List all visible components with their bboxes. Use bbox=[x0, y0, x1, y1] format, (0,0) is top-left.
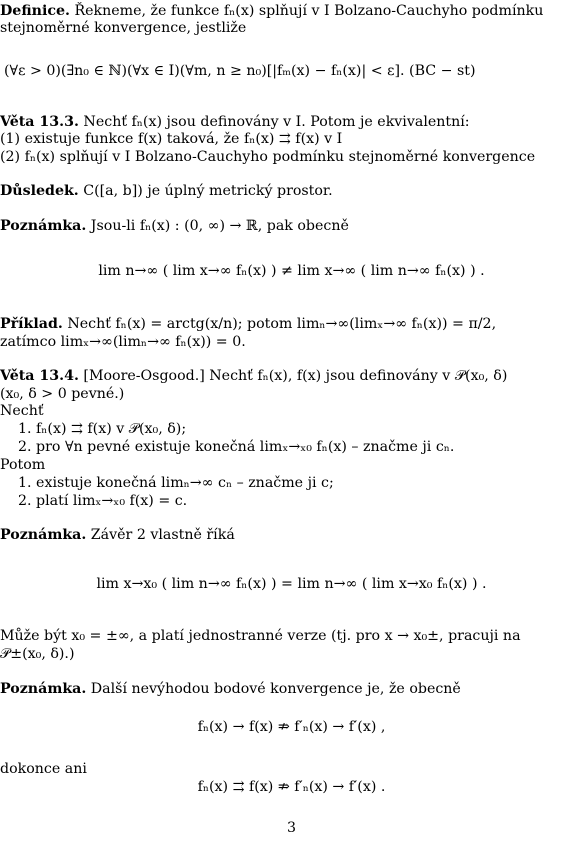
theorem-13-4-heading: Věta 13.4. bbox=[0, 368, 79, 384]
remark-3-equation-1: fₙ(x) → f(x) ⇏ f′ₙ(x) → f′(x) , bbox=[197, 719, 386, 735]
theorem-13-4-line-1 bbox=[0, 367, 583, 385]
theorem-13-3-item-2: (2) fₙ(x) splňují v I Bolzano-Cauchyho podmínku stejnoměrné konvergence bbox=[0, 149, 536, 165]
definition-text-1: Řekneme, že funkce fₙ(x) splňují v I Bolzano-Cauchyho podmínku bbox=[69, 3, 544, 19]
remark-3-line bbox=[0, 680, 583, 698]
remark-2-text: Závěr 2 vlastně říká bbox=[86, 527, 235, 543]
remark-2-note-2: 𝒫±(x₀, δ).) bbox=[0, 646, 75, 662]
example-line-1 bbox=[0, 315, 583, 333]
remark-2-equation: lim x→x₀ ( lim n→∞ fₙ(x) ) = lim n→∞ ( lim x→x₀ fₙ(x) ) . bbox=[96, 576, 487, 592]
assumptions-heading: Nechť bbox=[0, 403, 44, 419]
conclusion-1: 1. existuje konečná limₙ→∞ cₙ – značme ji c; bbox=[18, 475, 334, 491]
theorem-13-3-line-1 bbox=[0, 113, 583, 131]
page-number: 3 bbox=[286, 820, 297, 836]
bc-st-equation: (∀ε > 0)(∃n₀ ∈ ℕ)(∀x ∈ I)(∀m, n ≥ n₀)[|fₘ(x) − fₙ(x)| < ε]. (BC − st) bbox=[4, 63, 476, 79]
example-heading: Příklad. bbox=[0, 316, 63, 332]
corollary-heading: Důsledek. bbox=[0, 183, 79, 199]
remark-1-equation: lim n→∞ ( lim x→∞ fₙ(x) ) ≠ lim x→∞ ( lim n→∞ fₙ(x) ) . bbox=[98, 263, 485, 279]
remark-3-equation-2: fₙ(x) ⇉ f(x) ⇏ f′ₙ(x) → f′(x) . bbox=[197, 779, 386, 795]
remark-2-heading: Poznámka. bbox=[0, 527, 87, 543]
theorem-13-3-item-1: (1) existuje funkce f(x) taková, že fₙ(x) ⇉ f(x) v I bbox=[0, 131, 343, 147]
remark-1-heading: Poznámka. bbox=[0, 218, 87, 234]
remark-2-note-1: Může být x₀ = ±∞, a platí jednostranné verze (tj. pro x → x₀±, pracuji na bbox=[0, 628, 521, 644]
remark-1-text: Jsou-li fₙ(x) : (0, ∞) → ℝ, pak obecně bbox=[86, 218, 349, 234]
remark-3-heading: Poznámka. bbox=[0, 681, 87, 697]
conclusions-heading: Potom bbox=[0, 457, 46, 473]
theorem-13-3-heading: Věta 13.3. bbox=[0, 114, 79, 130]
remark-3-connector: dokonce ani bbox=[0, 761, 87, 777]
remark-2-line bbox=[0, 526, 583, 544]
corollary-line bbox=[0, 182, 583, 200]
definition-heading: Definice. bbox=[0, 3, 70, 19]
definition-line-2: stejnoměrné konvergence, jestliže bbox=[0, 20, 247, 36]
definition-line-1 bbox=[0, 2, 583, 20]
conclusion-2: 2. platí limₓ→ₓ₀ f(x) = c. bbox=[18, 493, 188, 509]
theorem-13-3-text: Nechť fₙ(x) jsou definovány v I. Potom je ekvivalentní: bbox=[78, 114, 470, 130]
example-line-2: zatímco limₓ→∞(limₙ→∞ fₙ(x)) = 0. bbox=[0, 334, 246, 350]
assumption-1: 1. fₙ(x) ⇉ f(x) v 𝒫(x₀, δ); bbox=[18, 421, 187, 437]
remark-1-line bbox=[0, 217, 583, 235]
theorem-13-4-line-2: (x₀, δ > 0 pevné.) bbox=[0, 386, 125, 402]
remark-3-text: Další nevýhodou bodové konvergence je, že obecně bbox=[86, 681, 461, 697]
corollary-text: C([a, b]) je úplný metrický prostor. bbox=[78, 183, 333, 199]
theorem-13-4-text-1: [Moore-Osgood.] Nechť fₙ(x), f(x) jsou definovány v 𝒫(x₀, δ) bbox=[78, 368, 508, 384]
assumption-2: 2. pro ∀n pevné existuje konečná limₓ→ₓ₀ fₙ(x) – značme ji cₙ. bbox=[18, 439, 455, 455]
example-text-1: Nechť fₙ(x) = arctg(x/n); potom limₙ→∞(limₓ→∞ fₙ(x)) = π/2, bbox=[62, 316, 497, 332]
